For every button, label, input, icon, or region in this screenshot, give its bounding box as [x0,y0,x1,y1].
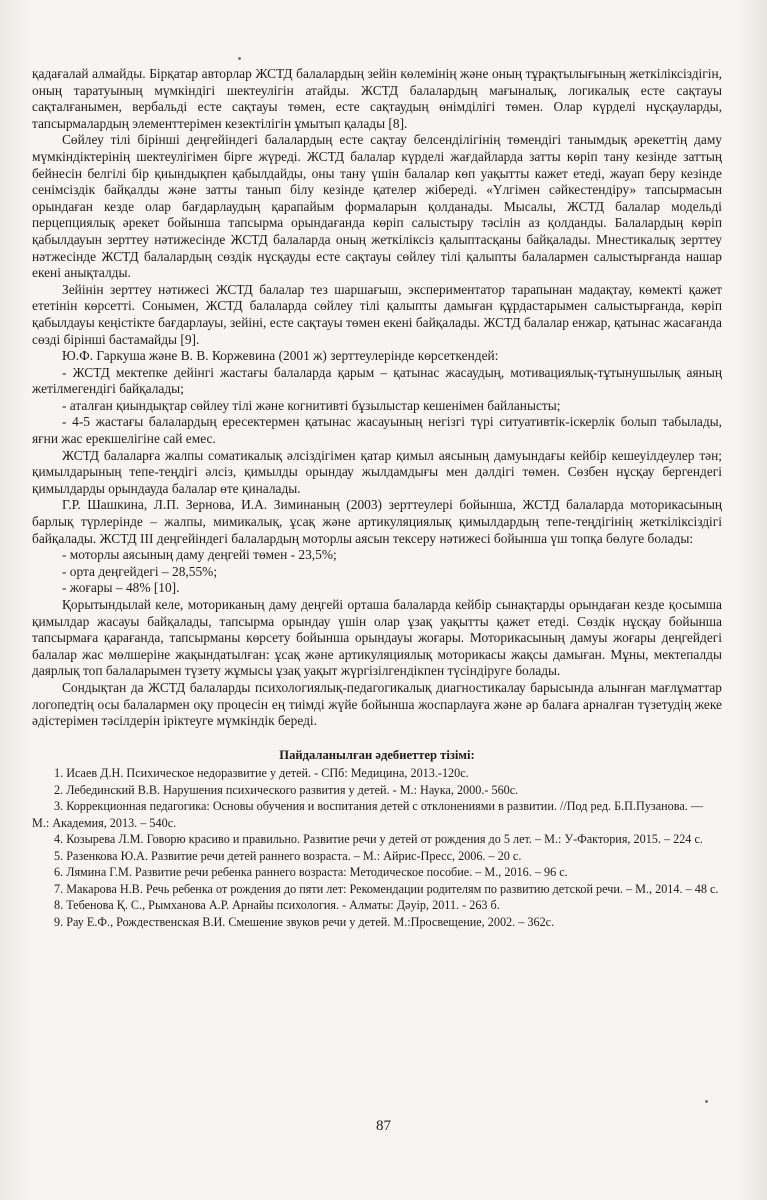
paragraph: Қорытындылай келе, моториканың даму деңгейі орташа балаларда кейбір сынақтарды орындаған кезде қосымша қимылдар жасауы байқалады, тапсырма орындау үшін олар ұзақ уақытты қажет етеді. Сөздік нұсқау бойынша тапсырмаға қарағанда, тапсырманы көрсету бойынша орындауы жоғары. Моторикасының дамуы жоғары деңгейдегі балалар жас мөлшеріне жақындатылған: ұсақ және артикуляциялық моторикасы жақсы дамыған. Мұны, мектепалды даярлық топ балаларымен түзету жұмысы ұзақ уақыт жүргізілгендікпен түсіндіруге болады. [32,597,722,679]
list-item: - 4-5 жастағы балалардың ересектермен қатынас жасауының негізгі түрі ситуативтік-іскерлік болып табылады, яғни жас ерекшелігіне сай емес. [32,414,722,447]
reference-item: 5. Разенкова Ю.А. Развитие речи детей раннего возраста. – М.: Айрис-Пресс, 2006. – 20 с. [54,848,522,863]
reference-item: 2. Лебединский В.В. Нарушения психического развития у детей. - М.: Наука, 2000.- 560с. [54,782,519,797]
paragraph: Г.Р. Шашкина, Л.П. Зернова, И.А. Зиминаның (2003) зерттеулері бойынша, ЖСТД балаларда моторикасының барлық түрлерінде – жалпы, мимикалық, ұсақ және артикуляциялық қимылдардың тепе-теңдігінің жеткіліксіздігі байқалады. ЖСТД ІІІ деңгейіндегі балалардың моторлы аясын тексеру нәтижесі бойынша үш топқа бөлуге болады: [32,497,722,546]
reference-item: 1. Исаев Д.Н. Психическое недоразвитие у детей. - СПб: Медицина, 2013.-120с. [54,766,469,781]
list-item: - аталған қиындықтар сөйлеу тілі және когнитивті бұзылыстар кешенімен байланысты; [62,397,561,413]
reference-item: 6. Лямина Г.М. Развитие речи ребенка раннего возраста: Методическое пособие. – М., 2016. – 96 с. [54,865,568,880]
findings-list [32,365,722,448]
paragraph: Сондықтан да ЖСТД балаларды психологиялық-педагогикалық диагностикалау барысында алынған мағлұматтар логопедтің осы балалармен оқу процесін ең тиімді жүйе бойынша жоспарлауға және әр балаға арналған түзетудің жеке әдістерімен тәсілдерін іріктеуге мүмкіндік береді. [32,679,722,729]
reference-item: 8. Тебенова Қ. С., Рымханова А.Р. Арнайы психология. - Алматы: Дәуір, 2011. - 263 б. [54,898,500,913]
reference-item: 3. Коррекционная педагогика: Основы обучения и воспитания детей с отклонениями в развитии. //Под ред. Б.П.Пузанова. — М.: Академия, 2013. – 540с. [32,799,704,830]
list-item: - жоғары – 48% [10]. [62,580,180,596]
references-list [32,765,722,930]
list-item: - орта деңгейдегі – 28,55%; [62,563,218,579]
reference-item: 9. Рау Е.Ф., Рождественская В.И. Смешение звуков речи у детей. М.:Просвещение, 2002. – 362с. [54,914,555,929]
paragraph: ЖСТД балаларға жалпы соматикалық әлсіздігімен қатар қимыл аясының дамуындағы кейбір кешеуілдеулер тән; қимылдарының тепе-теңдігі әлсіз, қимылды орындау жылдамдығы мен дәлдігі төмен. Сөзбен нұсқау бергендегі қимылдарды орындауда балалар өте қиналады. [32,447,722,496]
scan-speck [238,57,241,60]
motor-level-list [32,547,722,597]
paragraph: Сөйлеу тілі бірінші деңгейіндегі балалардың есте сақтау белсенділігінің төмендігі танымдық әрекеттің даму мүмкіндіктерінің шектеулігімен бірге жүреді. ЖСТД балалар күрделі жағдайларда затты көріп тану кезінде заттың бейнесін белгілі бір қиындықпен қабылдайды, оны тану үшін балалар көп уақытты кажет етеді, жауап беру кезінде сенімсіздік байқалды және затты танып білу кезінде қателер жібереді. «Үлгімен сәйкестендіру» тапсырмасын орындаған кезде олар бағдарлаудың қарапайым формаларын қолданады. Мысалы, ЖСТД балалар модельді перцепциялық әрекет бойынша тапсырма орындағанда көріп салыстыру тәсілін аз қолданды. Балалардың көріп қабылдауын зерттеу нәтижесінде ЖСТД балаларда оның жеткіліксіз қалыптасқаны байқалады. Мнестикалық зерттеу нәтжесінде ЖСТД балалардың сөздік нұсқауды есте сақтауы сөйлеу тілі қалыпты балалармен салыстырғанда нашар екені анықталды. [32,132,722,281]
reference-item: 7. Макарова Н.В. Речь ребенка от рождения до пяти лет: Рекомендации родителям по развитию детской речи. – М., 2014. – 48 с. [54,881,719,896]
paragraph: Ю.Ф. Гаркуша және В. В. Коржевина (2001 ж) зерттеулерінде көрсеткендей: [62,348,499,364]
references-title: Пайдаланылған әдебиеттер тізімі: [279,747,475,762]
list-item: - ЖСТД мектепке дейінгі жастағы балаларда қарым – қатынас жасаудың, мотивациялық-тұтынушылық аяның жетілмегендігі байқалады; [32,364,722,397]
scan-speck [705,1100,708,1103]
paragraph: қадағалай алмайды. Бірқатар авторлар ЖСТД балалардың зейін көлемінің және оның тұрақтылығының жеткіліксіздігін, оның таратуының мүмкіндігі шектеулігін атайды. ЖСТД балалардың мағыналық, логикалық есте сақтауы сақталғанымен, вербальді есте сақтауы төмен, есте сақтаудың өнімділігі төмен. Олар күрделі нұсқауларды, тапсырмалардың элементтерімен кезектілігін ұмытып қалады [8]. [32,66,722,131]
paragraph: Зейінін зерттеу нәтижесі ЖСТД балалар тез шаршағыш, экспериментатор тарапынан мадақтау, көмекті қажет ететінін көрсетті. Сонымен, ЖСТД балаларда сөйлеу тілі қалыпты дамыған құрдастарымен салыстырғанда, көріп қабылдауы кеңістікте бағдарлауы, зейіні, есте сақтауы төмен екені байқалады. ЖСТД балалар енжар, қатынас жасағанда сөзді бірінші бастамайды [9]. [32,281,722,347]
body-text [32,66,722,930]
list-item: - моторлы аясының даму деңгейі төмен - 23,5%; [62,547,337,563]
reference-item: 4. Козырева Л.М. Говорю красиво и правильно. Развитие речи у детей от рождения до 5 лет. – М.: У-Фактория, 2015. – 224 с. [54,832,703,847]
page-number: 87 [376,1118,391,1134]
